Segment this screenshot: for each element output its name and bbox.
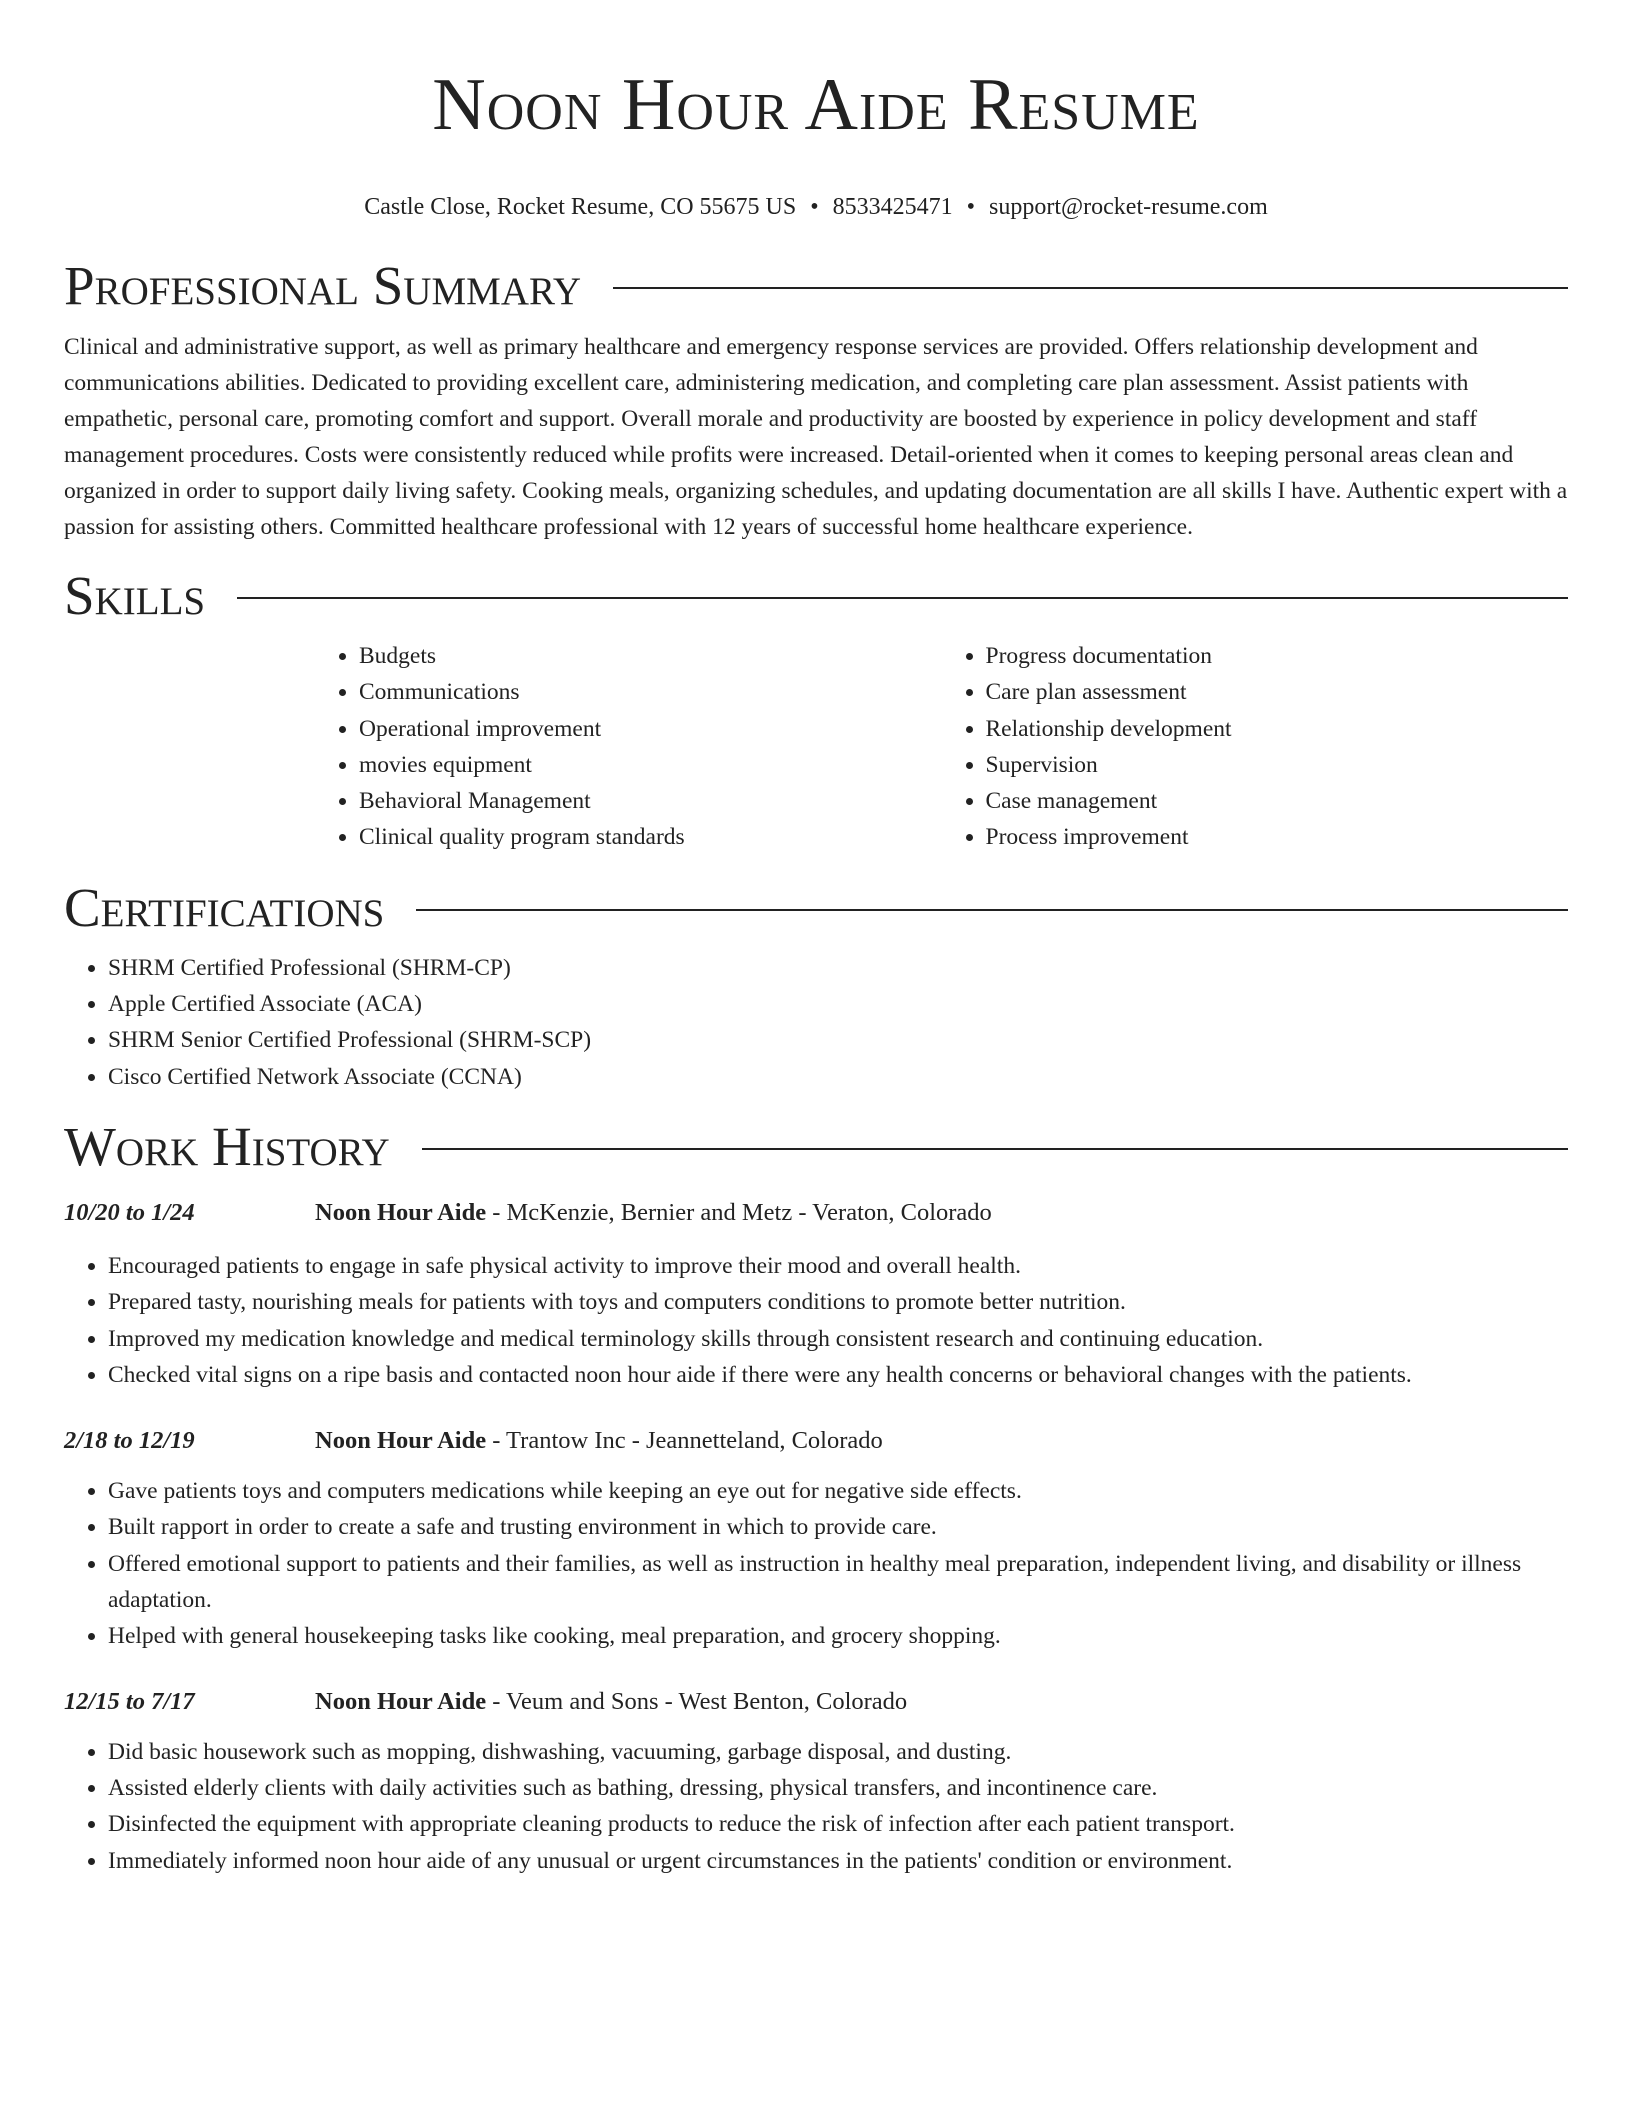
- job-bullet: • Helped with general housekeeping tasks like cooking, meal preparation, and grocery shopping.: [108, 1618, 1568, 1654]
- skills-list-left: [315, 638, 942, 856]
- skill-item: • Supervision: [986, 747, 1569, 783]
- section-divider: [613, 287, 1568, 289]
- job-bullet: • Checked vital signs on a ripe basis and contacted noon hour aide if there were any health concerns or behavioral changes with the patients.: [108, 1357, 1568, 1393]
- section-divider: [237, 597, 1568, 599]
- certification-item: • SHRM Senior Certified Professional (SHRM-SCP): [108, 1022, 1568, 1058]
- job-bullet: • Disinfected the equipment with appropriate cleaning products to reduce the risk of infection after each patient transport.: [108, 1806, 1568, 1842]
- job-bullet: • Prepared tasty, nourishing meals for patients with toys and computers conditions to promote better nutrition.: [108, 1284, 1568, 1320]
- job-entry: [64, 1423, 1568, 1654]
- job-header: [64, 1684, 1568, 1720]
- summary-heading: Professional Summary: [64, 255, 582, 316]
- section-divider: [422, 1148, 1568, 1150]
- job-entry: [64, 1684, 1568, 1879]
- job-title: Noon Hour Aide: [315, 1687, 487, 1715]
- contact-separator: •: [966, 194, 976, 220]
- job-bullet: • Gave patients toys and computers medications while keeping an eye out for negative side effects.: [108, 1473, 1568, 1509]
- job-header: [64, 1423, 1568, 1459]
- job-dates: 12/15 to 7/17: [64, 1687, 195, 1715]
- job-title: Noon Hour Aide: [315, 1198, 487, 1226]
- skill-item: • Budgets: [359, 638, 942, 674]
- section-divider: [416, 909, 1568, 911]
- certifications-heading: Certifications: [64, 876, 385, 938]
- summary-section-header: [64, 256, 1568, 316]
- contact-line: [64, 192, 1568, 222]
- job-dates: 2/18 to 12/19: [64, 1427, 195, 1455]
- job-bullet: • Assisted elderly clients with daily activities such as bathing, dressing, physical transfers, and incontinence care.: [108, 1770, 1568, 1806]
- skill-item: • Communications: [359, 674, 942, 710]
- certification-item: • Apple Certified Associate (ACA): [108, 986, 1568, 1022]
- job-bullet: • Immediately informed noon hour aide of any unusual or urgent circumstances in the patients' condition or environment.: [108, 1843, 1568, 1879]
- skill-item: • Behavioral Management: [359, 783, 942, 819]
- contact-email: support@rocket-resume.com: [989, 194, 1268, 220]
- job-dates: 10/20 to 1/24: [64, 1198, 195, 1226]
- job-bullet: • Offered emotional support to patients and their families, as well as instruction in healthy meal preparation, independent living, and disability or illness adaptation.: [108, 1546, 1568, 1619]
- certification-item: • Cisco Certified Network Associate (CCNA): [108, 1059, 1568, 1095]
- certification-item: • SHRM Certified Professional (SHRM-CP): [108, 950, 1568, 986]
- skills-list-right: [942, 638, 1569, 856]
- contact-phone: 8533425471: [832, 194, 953, 220]
- skill-item: • Relationship development: [986, 711, 1569, 747]
- skills-grid: [315, 638, 1568, 856]
- skill-item: • Case management: [986, 783, 1569, 819]
- skill-item: • Clinical quality program standards: [359, 819, 942, 855]
- job-bullet: • Encouraged patients to engage in safe physical activity to improve their mood and overall health.: [108, 1248, 1568, 1284]
- skill-item: • Process improvement: [986, 819, 1569, 855]
- job-heading: [315, 1195, 992, 1231]
- job-bullet: • Did basic housework such as mopping, dishwashing, vacuuming, garbage disposal, and dusting.: [108, 1734, 1568, 1770]
- contact-separator: •: [810, 194, 819, 220]
- summary-text: Clinical and administrative support, as well as primary healthcare and emergency response services are provided. Offers relationship development and communications abilities. Dedicated to providing excellent care, administering medication, and completing care plan assessment. Assist patients with empathetic, personal care, promoting comfort and support. Overall morale and productivity are boosted by experience in policy development and staff management procedures. Costs were consistently reduced while profits were increased. Detail-oriented when it comes to keeping personal areas clean and organized in order to support daily living safety. Cooking meals, organizing schedules, and updating documentation are all skills I have. Authentic expert with a passion for assisting others. Committed healthcare professional with 12 years of successful home healthcare experience.: [64, 334, 1568, 540]
- job-bullet: • Improved my medication knowledge and medical terminology skills through consistent research and continuing education.: [108, 1321, 1568, 1357]
- skills-heading: Skills: [64, 565, 206, 626]
- work-history-section-header: [64, 1117, 1568, 1177]
- job-employer: - Trantow Inc - Jeannetteland, Colorado: [486, 1427, 883, 1455]
- job-title: Noon Hour Aide: [315, 1427, 487, 1455]
- job-heading: [315, 1423, 883, 1459]
- skill-item: • Progress documentation: [986, 638, 1569, 674]
- job-bullets: [64, 1248, 1568, 1393]
- job-bullets: [64, 1734, 1568, 1879]
- job-entry: [64, 1195, 1568, 1393]
- work-history-heading: Work History: [64, 1115, 390, 1177]
- certifications-section-header: [64, 878, 1568, 938]
- job-employer: - Veum and Sons - West Benton, Colorado: [486, 1687, 908, 1715]
- contact-address: Castle Close, Rocket Resume, CO 55675 US: [364, 194, 797, 220]
- job-header: [64, 1195, 1568, 1231]
- skill-item: • Care plan assessment: [986, 674, 1569, 710]
- job-bullets: [64, 1473, 1568, 1654]
- certifications-list: [64, 950, 1568, 1095]
- job-heading: [315, 1684, 907, 1720]
- resume-name: Noon Hour Aide Resume: [432, 64, 1200, 146]
- skill-item: • movies equipment: [359, 747, 942, 783]
- job-employer: - McKenzie, Bernier and Metz - Veraton, Colorado: [486, 1198, 992, 1226]
- skill-item: • Operational improvement: [359, 711, 942, 747]
- job-bullet: • Built rapport in order to create a safe and trusting environment in which to provide care.: [108, 1509, 1568, 1545]
- skills-section-header: [64, 566, 1568, 626]
